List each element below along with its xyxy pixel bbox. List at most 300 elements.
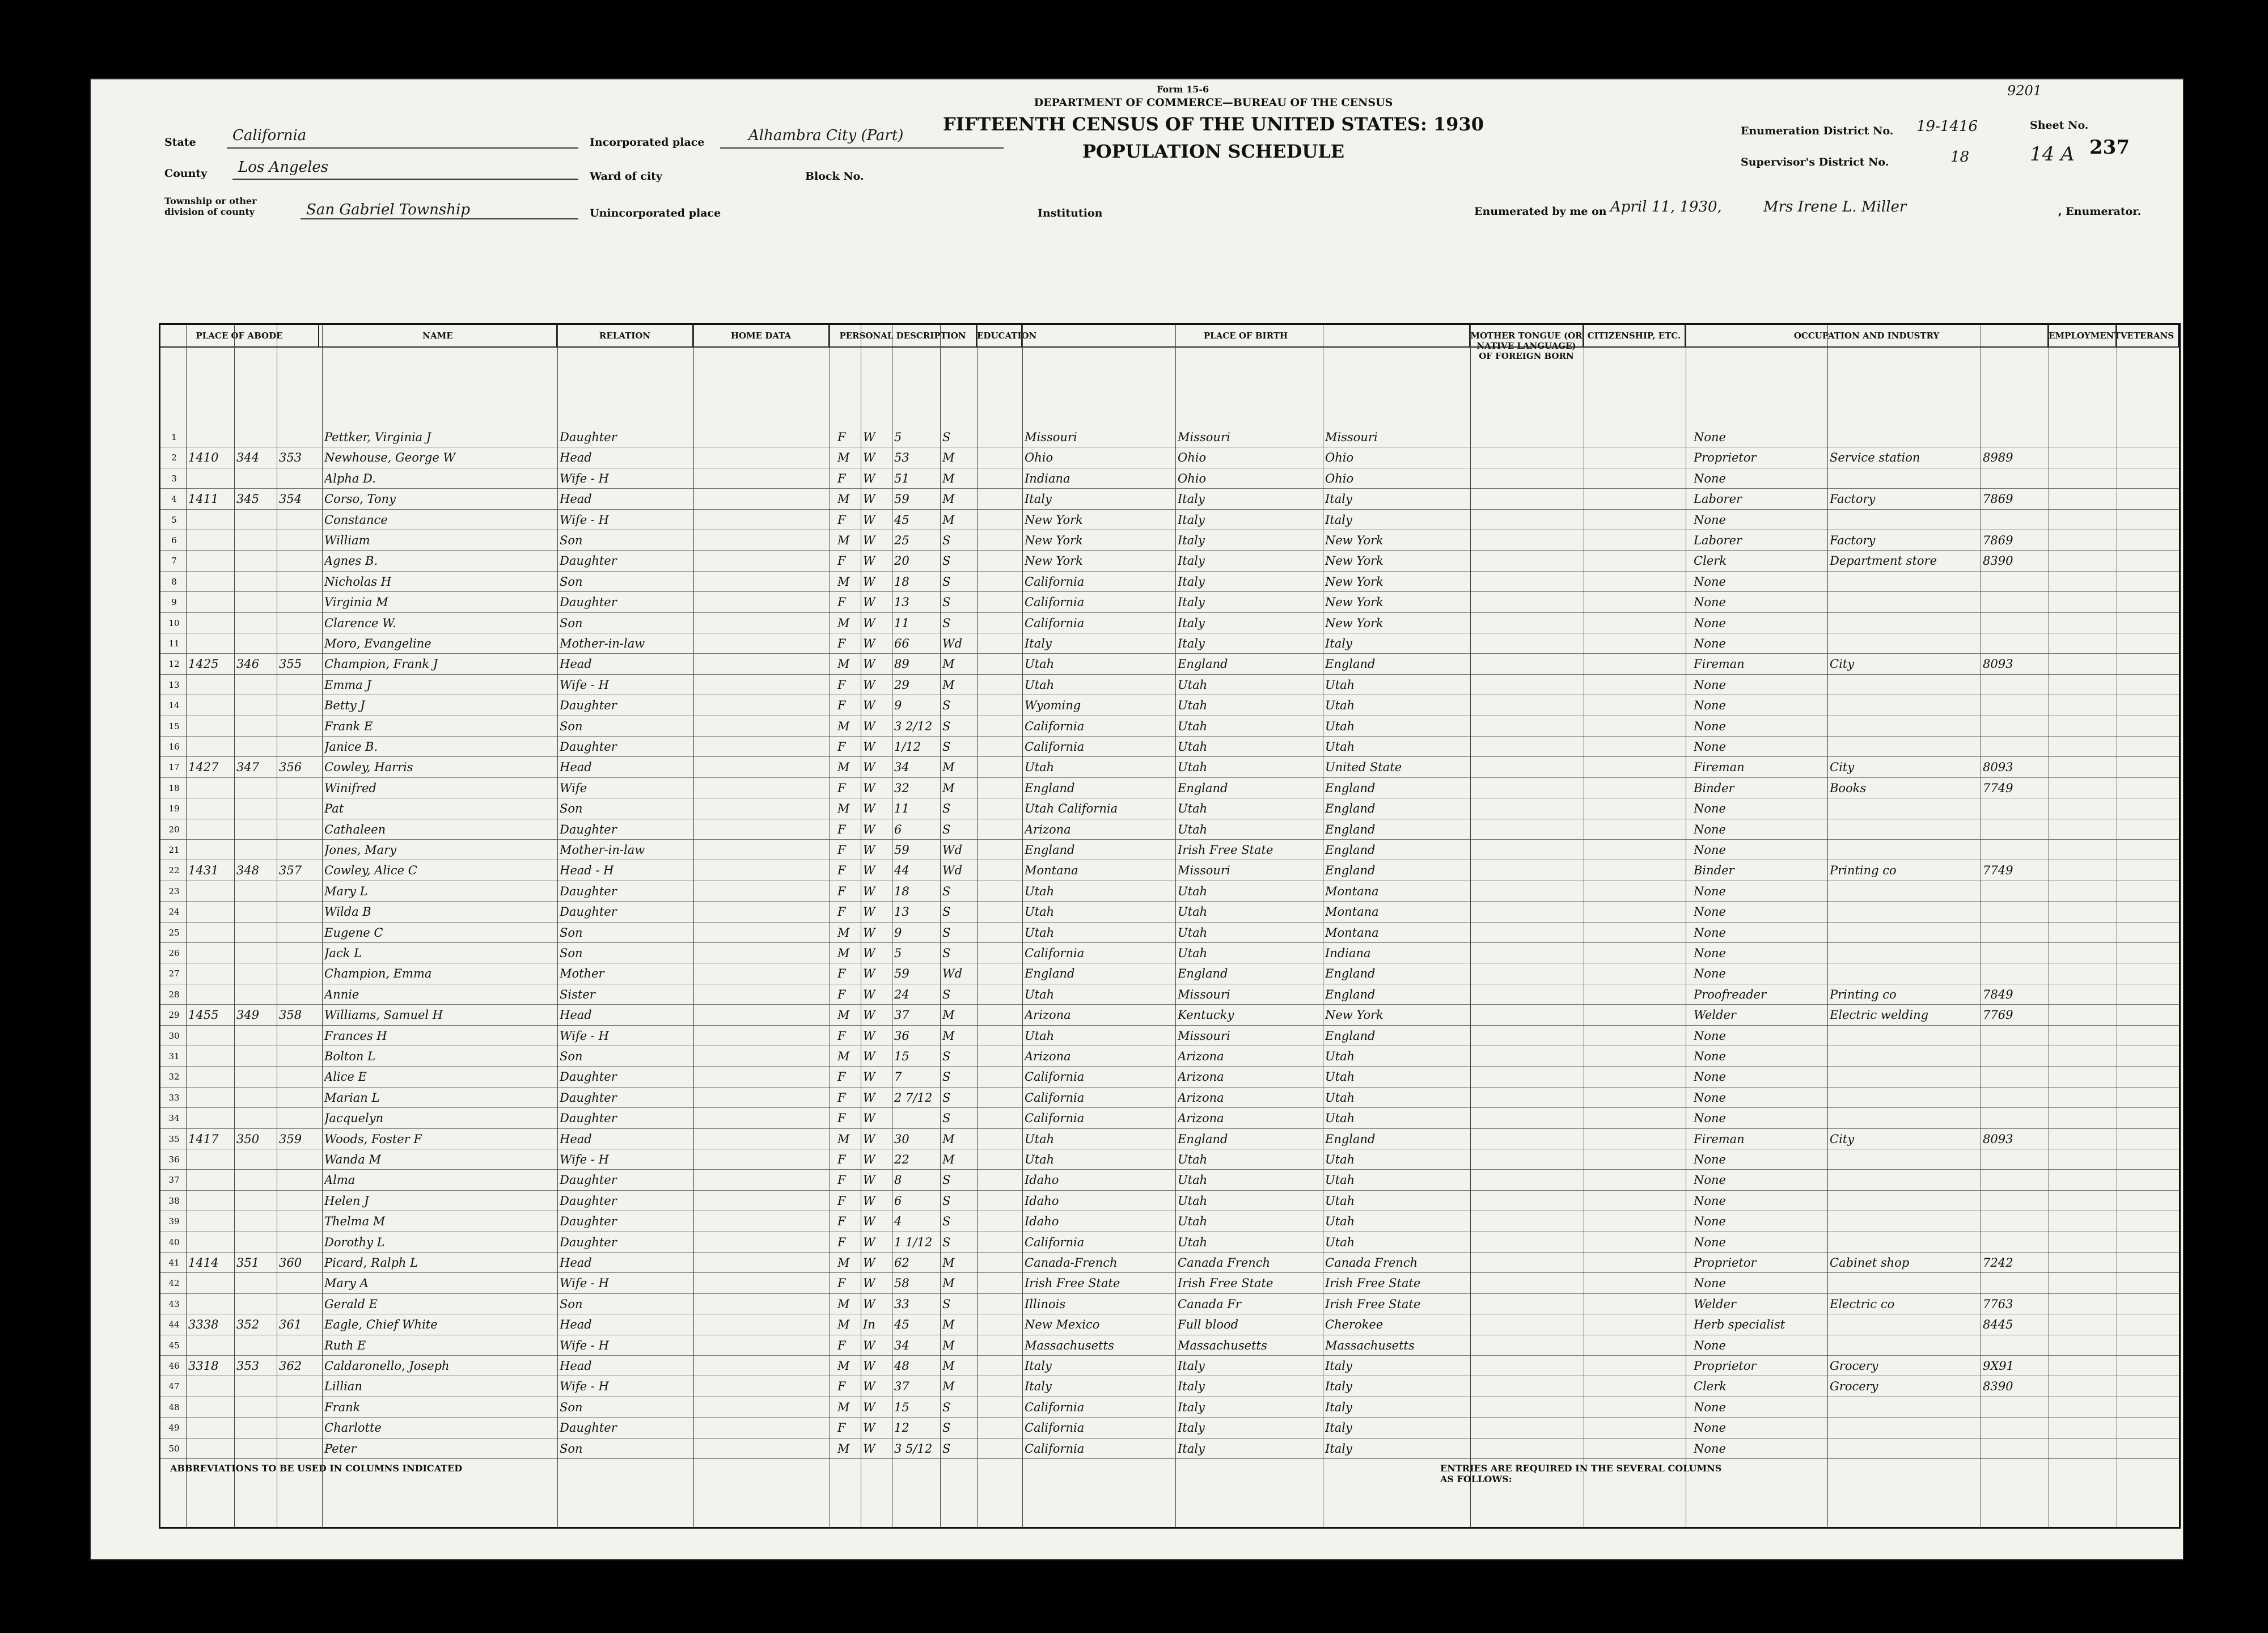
cell-birth: California — [1025, 595, 1085, 610]
cell-marital: M — [942, 1132, 955, 1146]
cell-code — [1983, 943, 2045, 963]
incorporated-label: Incorporated place — [590, 136, 705, 149]
group-header: EMPLOYMENT — [2049, 325, 2117, 348]
cell-age: 13 — [894, 905, 909, 919]
cell-occupation: Proprietor — [1694, 451, 1757, 465]
cell-name: Janice B. — [324, 740, 378, 754]
cell-name: Williams, Samuel H — [324, 1008, 443, 1022]
cell-relation: Wife - H — [560, 1153, 609, 1166]
cell-family — [279, 1273, 319, 1293]
cell-industry — [1830, 1170, 1977, 1190]
cell-dwelling — [236, 592, 276, 612]
cell-father: Italy — [1178, 554, 1205, 568]
cell-birth: California — [1025, 1421, 1085, 1435]
cell-n: 9 — [171, 597, 177, 608]
cell-code: 9X91 — [1983, 1359, 2015, 1373]
cell-family — [279, 1170, 319, 1190]
cell-family — [279, 1439, 319, 1459]
cell-family — [279, 1232, 319, 1253]
cell-relation: Daughter — [560, 905, 617, 919]
cell-occupation: None — [1694, 1215, 1726, 1229]
cell-family — [279, 881, 319, 902]
cell-sex: M — [837, 657, 850, 671]
cell-name: Frank E — [324, 719, 373, 733]
cell-industry — [1830, 572, 1977, 592]
cell-race: W — [863, 781, 875, 795]
cell-code: 7749 — [1983, 864, 2013, 878]
cell-occupation: None — [1694, 1441, 1726, 1456]
cell-race: W — [863, 1276, 875, 1291]
table-row — [160, 778, 2179, 798]
enumerated-date: April 11, 1930, — [1610, 198, 1722, 215]
cell-n: 3 — [171, 473, 177, 484]
cell-occupation: None — [1694, 430, 1726, 444]
cell-birth: Italy — [1025, 1380, 1052, 1394]
cell-mother: England — [1325, 802, 1376, 816]
cell-father: Italy — [1178, 534, 1205, 547]
cell-age: 36 — [894, 1029, 909, 1043]
cell-dwelling: 350 — [236, 1132, 260, 1146]
cell-family — [279, 963, 319, 984]
cell-code — [1983, 633, 2045, 654]
schedule-title: POPULATION SCHEDULE — [1082, 141, 1345, 162]
cell-race: W — [863, 678, 875, 692]
cell-family — [279, 819, 319, 840]
cell-family — [279, 592, 319, 612]
cell-n: 46 — [168, 1361, 180, 1371]
cell-family: 353 — [279, 451, 302, 465]
cell-industry — [1830, 943, 1977, 963]
cell-marital: S — [942, 616, 951, 630]
cell-father: Italy — [1178, 1359, 1205, 1373]
table-row — [160, 1211, 2179, 1232]
cell-age: 30 — [894, 1132, 909, 1146]
cell-family — [279, 1026, 319, 1046]
cell-name: Pettker, Virginia J — [324, 430, 431, 444]
cell-age: 59 — [894, 967, 909, 981]
cell-mother: England — [1325, 987, 1376, 1001]
cell-industry — [1830, 963, 1977, 984]
cell-race: W — [863, 760, 875, 775]
cell-marital: M — [942, 1380, 955, 1394]
cell-sex: F — [837, 637, 846, 650]
cell-father: Utah — [1178, 678, 1208, 692]
cell-name: Agnes B. — [324, 554, 378, 568]
cell-marital: M — [942, 1029, 955, 1043]
cell-house — [188, 943, 234, 963]
cell-relation: Son — [560, 534, 583, 547]
cell-father: Utah — [1178, 1215, 1208, 1229]
cell-marital: S — [942, 884, 951, 898]
cell-family: 360 — [279, 1256, 302, 1270]
cell-occupation: None — [1694, 905, 1726, 919]
cell-industry — [1830, 840, 1977, 860]
cell-code — [1983, 572, 2045, 592]
cell-marital: M — [942, 760, 955, 775]
cell-house — [188, 1439, 234, 1459]
cell-code — [1983, 675, 2045, 695]
cell-occupation: None — [1694, 1194, 1726, 1208]
cell-name: Eugene C — [324, 925, 383, 940]
cell-house — [188, 1170, 234, 1190]
cell-dwelling — [236, 1211, 276, 1232]
cell-father: Italy — [1178, 574, 1205, 589]
cell-industry — [1830, 427, 1977, 447]
table-row — [160, 1335, 2179, 1356]
cell-industry — [1830, 468, 1977, 489]
cell-code: 8093 — [1983, 1132, 2013, 1146]
cell-mother: New York — [1325, 1008, 1383, 1022]
cell-dwelling — [236, 427, 276, 447]
department-title: DEPARTMENT OF COMMERCE—BUREAU OF THE CENSUS — [1034, 96, 1393, 109]
cell-relation: Daughter — [560, 1421, 617, 1435]
cell-father: England — [1178, 657, 1228, 671]
cell-birth: Ohio — [1025, 451, 1053, 465]
table-row — [160, 1129, 2179, 1149]
cell-birth: California — [1025, 1070, 1085, 1084]
cell-race: W — [863, 822, 875, 836]
cell-sex: F — [837, 1421, 846, 1435]
cell-birth: California — [1025, 1235, 1085, 1249]
cell-n: 14 — [168, 700, 180, 711]
cell-marital: S — [942, 822, 951, 836]
cell-code — [1983, 1418, 2045, 1438]
cell-family — [279, 695, 319, 716]
cell-relation: Daughter — [560, 822, 617, 836]
cell-industry — [1830, 1397, 1977, 1418]
cell-family — [279, 1067, 319, 1087]
cell-age: 32 — [894, 781, 909, 795]
cell-birth: Utah — [1025, 925, 1055, 940]
cell-house — [188, 427, 234, 447]
cell-father: Irish Free State — [1178, 843, 1273, 857]
cell-house — [188, 510, 234, 530]
cell-house — [188, 1397, 234, 1418]
cell-industry: Factory — [1830, 492, 1876, 506]
cell-birth: Utah — [1025, 1029, 1055, 1043]
cell-industry — [1830, 1191, 1977, 1211]
block-label: Block No. — [805, 170, 864, 183]
cell-name: Mary A — [324, 1276, 369, 1291]
cell-dwelling: 347 — [236, 760, 260, 775]
cell-dwelling — [236, 1088, 276, 1108]
cell-occupation: None — [1694, 884, 1726, 898]
cell-house — [188, 881, 234, 902]
cell-occupation: None — [1694, 637, 1726, 650]
cell-house — [188, 633, 234, 654]
cell-sex: F — [837, 740, 846, 754]
cell-mother: Utah — [1325, 1173, 1355, 1187]
cell-sex: M — [837, 1359, 850, 1373]
cell-relation: Son — [560, 1297, 583, 1311]
cell-marital: Wd — [942, 637, 963, 650]
cell-house: 3318 — [188, 1359, 219, 1373]
cell-birth: Utah — [1025, 760, 1055, 775]
cell-marital: S — [942, 719, 951, 733]
cell-mother: Massachusetts — [1325, 1338, 1415, 1352]
cell-mother: England — [1325, 843, 1376, 857]
cell-race: W — [863, 1194, 875, 1208]
cell-mother: Irish Free State — [1325, 1297, 1421, 1311]
cell-birth: Indiana — [1025, 471, 1070, 485]
cell-race: W — [863, 657, 875, 671]
cell-name: William — [324, 534, 370, 547]
cell-mother: Utah — [1325, 740, 1355, 754]
cell-dwelling — [236, 1376, 276, 1397]
cell-marital: S — [942, 946, 951, 960]
cell-sex: F — [837, 967, 846, 981]
cell-family: 354 — [279, 492, 302, 506]
cell-relation: Head — [560, 1318, 592, 1332]
table-row — [160, 1191, 2179, 1211]
cell-birth: Utah — [1025, 884, 1055, 898]
cell-marital: S — [942, 925, 951, 940]
cell-age: 1 1/12 — [894, 1235, 933, 1249]
cell-age: 48 — [894, 1359, 909, 1373]
cell-family — [279, 716, 319, 737]
cell-father: Full blood — [1178, 1318, 1239, 1332]
cell-mother: New York — [1325, 554, 1383, 568]
cell-relation: Son — [560, 719, 583, 733]
cell-code: 7242 — [1983, 1256, 2013, 1270]
cell-birth: California — [1025, 616, 1085, 630]
cell-race: W — [863, 802, 875, 816]
cell-dwelling — [236, 1170, 276, 1190]
cell-relation: Head — [560, 1359, 592, 1373]
cell-marital: S — [942, 595, 951, 610]
cell-mother: Utah — [1325, 1153, 1355, 1166]
table-row — [160, 1005, 2179, 1025]
cell-code: 7849 — [1983, 987, 2013, 1001]
cell-age: 11 — [894, 616, 909, 630]
cell-industry: Printing co — [1830, 987, 1897, 1001]
cell-marital: S — [942, 1400, 951, 1414]
cell-occupation: Fireman — [1694, 760, 1745, 775]
cell-mother: Italy — [1325, 637, 1352, 650]
cell-name: Cowley, Alice C — [324, 864, 417, 878]
cell-relation: Son — [560, 616, 583, 630]
cell-n: 34 — [168, 1113, 180, 1124]
cell-birth: Utah — [1025, 1153, 1055, 1166]
cell-name: Ruth E — [324, 1338, 366, 1352]
cell-industry: Books — [1830, 781, 1867, 795]
cell-name: Betty J — [324, 699, 365, 713]
table-row — [160, 1294, 2179, 1314]
cell-dwelling — [236, 572, 276, 592]
sheet-value: 14 A — [2030, 143, 2075, 166]
cell-age: 11 — [894, 802, 909, 816]
cell-age: 33 — [894, 1297, 909, 1311]
cell-house: 1455 — [188, 1008, 219, 1022]
table-row — [160, 1088, 2179, 1108]
cell-race: W — [863, 967, 875, 981]
cell-birth: Italy — [1025, 492, 1052, 506]
cell-race: W — [863, 1338, 875, 1352]
cell-race: W — [863, 987, 875, 1001]
cell-dwelling — [236, 984, 276, 1005]
cell-race: W — [863, 1380, 875, 1394]
cell-occupation: Fireman — [1694, 1132, 1745, 1146]
cell-industry: Department store — [1830, 554, 1937, 568]
cell-industry: Electric co — [1830, 1297, 1895, 1311]
cell-family: 357 — [279, 864, 302, 878]
cell-father: Ohio — [1178, 451, 1207, 465]
cell-sex: F — [837, 1153, 846, 1166]
cell-birth: New York — [1025, 513, 1083, 527]
cell-age: 15 — [894, 1400, 909, 1414]
cell-family — [279, 551, 319, 571]
cell-occupation: Clerk — [1694, 554, 1727, 568]
cell-father: Utah — [1178, 1194, 1208, 1208]
cell-code — [1983, 1211, 2045, 1232]
cell-sex: M — [837, 492, 850, 506]
cell-code — [1983, 1108, 2045, 1128]
cell-n: 47 — [168, 1381, 180, 1392]
corner-number: 9201 — [2007, 83, 2042, 99]
cell-industry — [1830, 902, 1977, 922]
cell-dwelling — [236, 1046, 276, 1067]
cell-race: W — [863, 884, 875, 898]
cell-relation: Daughter — [560, 1215, 617, 1229]
cell-industry: Cabinet shop — [1830, 1256, 1910, 1270]
cell-industry — [1830, 1211, 1977, 1232]
table-row — [160, 654, 2179, 674]
cell-dwelling — [236, 1108, 276, 1128]
cell-occupation: None — [1694, 1050, 1726, 1063]
cell-family — [279, 1191, 319, 1211]
cell-relation: Daughter — [560, 1111, 617, 1126]
cell-name: Lillian — [324, 1380, 362, 1394]
cell-industry — [1830, 1273, 1977, 1293]
cell-sex: M — [837, 574, 850, 589]
cell-n: 35 — [168, 1133, 180, 1144]
cell-n: 37 — [168, 1175, 180, 1186]
cell-birth: Utah — [1025, 678, 1055, 692]
cell-father: Ohio — [1178, 471, 1207, 485]
cell-n: 8 — [171, 576, 177, 587]
cell-dwelling: 349 — [236, 1008, 260, 1022]
cell-n: 21 — [168, 845, 180, 855]
cell-house — [188, 1191, 234, 1211]
cell-father: Arizona — [1178, 1050, 1224, 1063]
cell-dwelling — [236, 1273, 276, 1293]
cell-dwelling — [236, 1418, 276, 1438]
cell-father: Italy — [1178, 492, 1205, 506]
cell-code — [1983, 510, 2045, 530]
cell-mother: Utah — [1325, 678, 1355, 692]
cell-mother: Italy — [1325, 1359, 1352, 1373]
cell-sex: F — [837, 1338, 846, 1352]
cell-family — [279, 675, 319, 695]
cell-industry — [1830, 633, 1977, 654]
cell-family — [279, 737, 319, 757]
cell-race: W — [863, 946, 875, 960]
cell-code — [1983, 1335, 2045, 1356]
cell-dwelling — [236, 1232, 276, 1253]
cell-industry — [1830, 1088, 1977, 1108]
cell-dwelling — [236, 551, 276, 571]
cell-race: W — [863, 595, 875, 610]
cell-n: 36 — [168, 1154, 180, 1165]
cell-occupation: None — [1694, 719, 1726, 733]
cell-family — [279, 798, 319, 819]
cell-mother: Cherokee — [1325, 1318, 1383, 1332]
cell-father: Missouri — [1178, 430, 1230, 444]
cell-mother: Ohio — [1325, 451, 1354, 465]
cell-sex: M — [837, 451, 850, 465]
cell-dwelling — [236, 943, 276, 963]
cell-marital: S — [942, 1070, 951, 1084]
cell-dwelling — [236, 1294, 276, 1314]
cell-sex: M — [837, 616, 850, 630]
cell-father: Utah — [1178, 905, 1208, 919]
cell-code — [1983, 798, 2045, 819]
cell-dwelling — [236, 1067, 276, 1087]
cell-mother: Italy — [1325, 1380, 1352, 1394]
cell-occupation: None — [1694, 1029, 1726, 1043]
unincorporated-label: Unincorporated place — [590, 207, 721, 219]
table-row — [160, 551, 2179, 571]
cell-sex: M — [837, 534, 850, 547]
cell-name: Newhouse, George W — [324, 451, 456, 465]
cell-mother: Utah — [1325, 1111, 1355, 1126]
cell-code: 8390 — [1983, 554, 2013, 568]
cell-name: Moro, Evangeline — [324, 637, 431, 650]
cell-birth: Wyoming — [1025, 699, 1081, 713]
cell-mother: England — [1325, 1132, 1376, 1146]
cell-race: W — [863, 1441, 875, 1456]
cell-dwelling: 346 — [236, 657, 260, 671]
cell-marital: Wd — [942, 864, 963, 878]
cell-occupation: None — [1694, 843, 1726, 857]
cell-name: Gerald E — [324, 1297, 378, 1311]
cell-code — [1983, 716, 2045, 737]
cell-house — [188, 675, 234, 695]
cell-house — [188, 737, 234, 757]
cell-relation: Wife - H — [560, 1380, 609, 1394]
cell-n: 13 — [168, 679, 180, 690]
cell-house — [188, 1273, 234, 1293]
cell-relation: Son — [560, 1050, 583, 1063]
cell-family: 356 — [279, 760, 302, 775]
cell-mother: Utah — [1325, 1235, 1355, 1249]
table-row — [160, 633, 2179, 654]
cell-industry — [1830, 1067, 1977, 1087]
cell-house — [188, 923, 234, 943]
cell-relation: Head — [560, 657, 592, 671]
cell-race: W — [863, 554, 875, 568]
cell-occupation: Proprietor — [1694, 1256, 1757, 1270]
cell-marital: S — [942, 1297, 951, 1311]
cell-marital: S — [942, 987, 951, 1001]
cell-code — [1983, 881, 2045, 902]
cell-father: Italy — [1178, 1421, 1205, 1435]
cell-relation: Daughter — [560, 1173, 617, 1187]
cell-relation: Son — [560, 925, 583, 940]
cell-name: Alice E — [324, 1070, 367, 1084]
cell-occupation: None — [1694, 471, 1726, 485]
state-value: California — [232, 127, 307, 144]
cell-father: Missouri — [1178, 864, 1230, 878]
cell-dwelling — [236, 1026, 276, 1046]
cell-house — [188, 1108, 234, 1128]
cell-code: 8093 — [1983, 760, 2013, 775]
cell-father: Canada French — [1178, 1256, 1271, 1270]
cell-birth: England — [1025, 967, 1075, 981]
cell-mother: Indiana — [1325, 946, 1371, 960]
cell-marital: M — [942, 1153, 955, 1166]
cell-marital: S — [942, 430, 951, 444]
